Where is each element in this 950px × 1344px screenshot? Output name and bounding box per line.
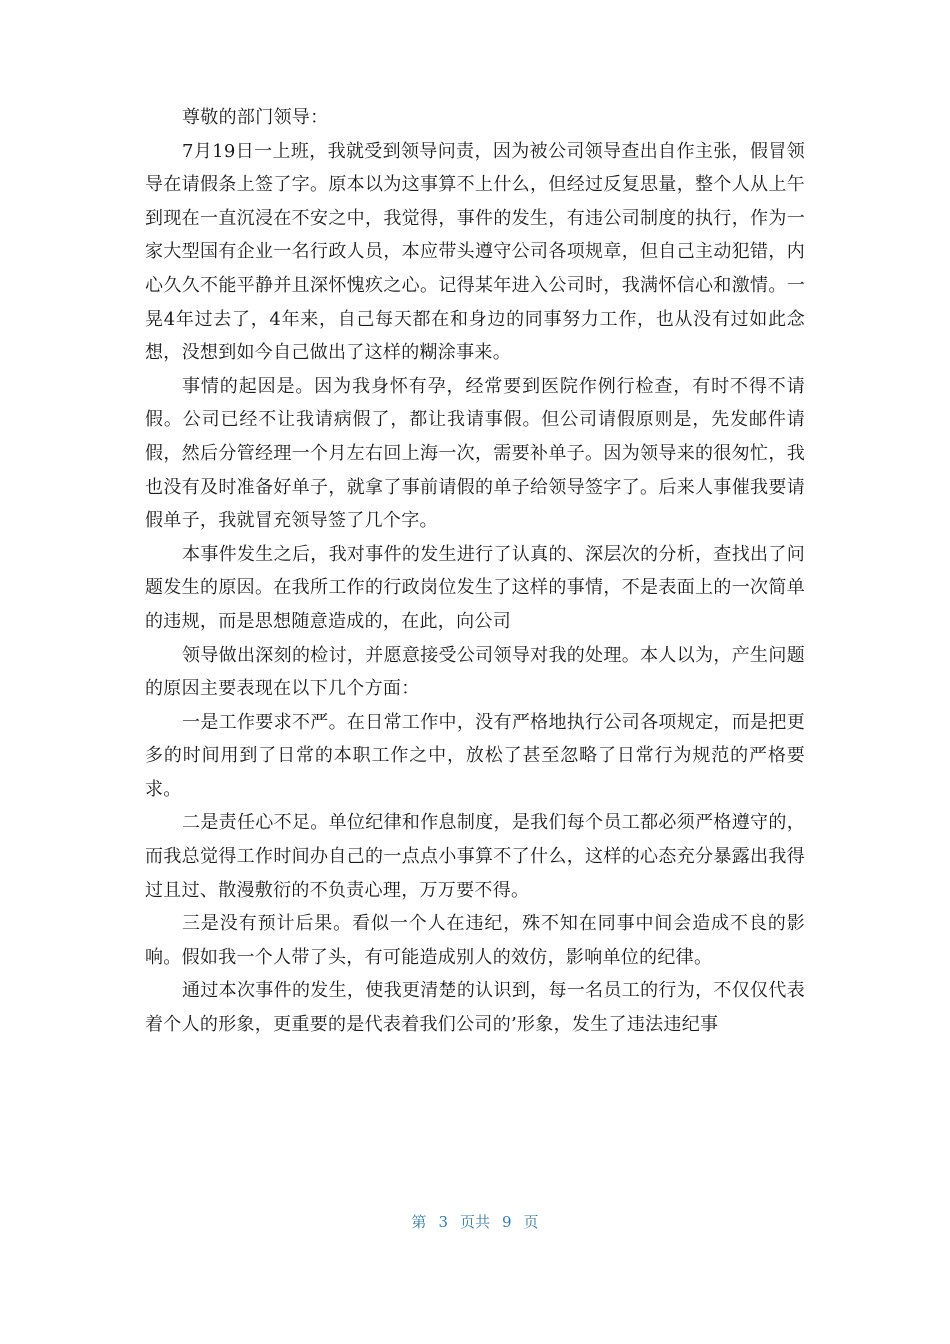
paragraph: 领导做出深刻的检讨，并愿意接受公司领导对我的处理。本人以为，产生问题的原因主要表现在以下几个方面： [145, 644, 805, 700]
footer-total-pages: 9 [502, 1213, 512, 1231]
paragraph: 7月19日一上班，我就受到领导问责，因为被公司领导查出自作主张，假冒领导在请假条上签了字。原本以为这事算不上什么，但经过反复思量，整个人从上午到现在一直沉浸在不安之中，我觉得，事件的发生，有违公司制度的执行，作为一家大型国有企业一名行政人员，本应带头遵守公司各项规章，但自己主动犯错，内心久久不能平静并且深怀愧疚之心。记得某年进入公司时，我满怀信心和激情。一晃4年过去了，4年来，自己每天都在和身边的同事努力工作，也从没有过如此念想，没想到如今自己做出了这样的糊涂事来。 [145, 140, 805, 364]
footer-current-page: 3 [438, 1213, 448, 1231]
footer-label-of: 页共 [459, 1213, 490, 1231]
footer-label-page: 第 [411, 1213, 427, 1231]
paragraph: 事情的起因是。因为我身怀有孕，经常要到医院作例行检查，有时不得不请假。公司已经不让我请病假了，都让我请事假。但公司请假原则是，先发邮件请假，然后分管经理一个月左右回上海一次，需要补单子。因为领导来的很匆忙，我也没有及时准备好单子，就拿了事前请假的单子给领导签字了。后来人事催我要请假单子，我就冒充领导签了几个字。 [145, 375, 805, 532]
paragraph: 通过本次事件的发生，使我更清楚的认识到，每一名员工的行为，不仅仅代表着个人的形象，更重要的是代表着我们公司的’形象，发生了违法违纪事 [145, 980, 805, 1036]
footer-label-end: 页 [523, 1213, 539, 1231]
paragraph: 三是没有预计后果。看似一个人在违纪，殊不知在同事中间会造成不良的影响。假如我一个人带了头，有可能造成别人的效仿，影响单位的纪律。 [145, 913, 805, 968]
paragraph: 二是责任心不足。单位纪律和作息制度，是我们每个员工都必须严格遵守的，而我总觉得工作时间办自己的一点点小事算不了什么，这样的心态充分暴露出我得过且过、散漫敷衍的不负责心理，万万要不得。 [145, 812, 805, 901]
salutation: 尊敬的部门领导： [182, 107, 329, 128]
page-number-footer [0, 1211, 950, 1232]
document-body [145, 101, 805, 1042]
paragraph: 本事件发生之后，我对事件的发生进行了认真的、深层次的分析，查找出了问题发生的原因。在我所工作的行政岗位发生了这样的事情，不是表面上的一次简单的违规，而是思想随意造成的，在此，向公司 [145, 543, 805, 632]
paragraph: 一是工作要求不严。在日常工作中，没有严格地执行公司各项规定，而是把更多的时间用到了日常的本职工作之中，放松了甚至忽略了日常行为规范的严格要求。 [145, 711, 805, 800]
